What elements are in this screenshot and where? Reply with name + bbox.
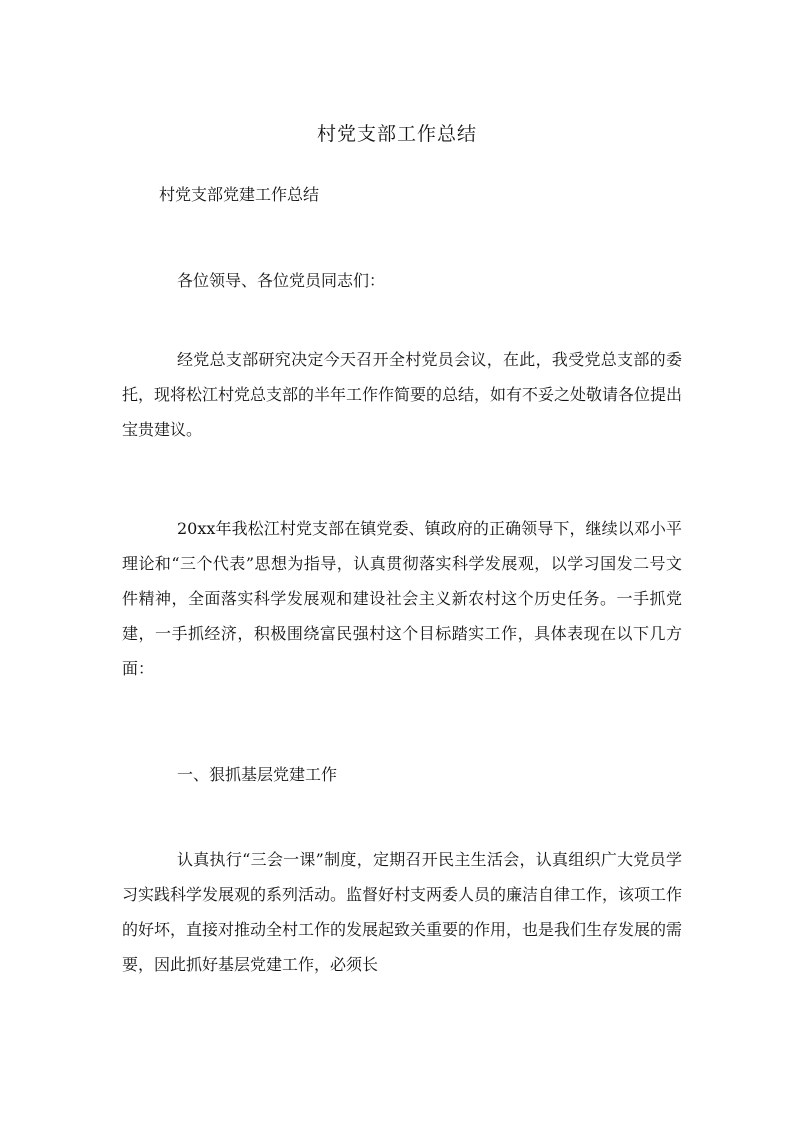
year-summary-paragraph: 20xx年我松江村党支部在镇党委、镇政府的正确领导下，继续以邓小平理论和“三个代表”思想为指导，认真贯彻落实科学发展观，以学习国发二号文件精神，全面落实科学发展观和建设社会主义新农村这个历史任务。一手抓党建，一手抓经济，积极围绕富民强村这个目标踏实工作，具体表现在以下几方面： [122,519,682,678]
greeting-paragraph: 各位领导、各位党员同志们： [177,271,386,290]
document-title: 村党支部工作总结 [316,123,477,145]
section-1-body-paragraph: 认真执行“三会一课”制度，定期召开民主生活会，认真组织广大党员学习实践科学发展观的系列活动。监督好村支两委人员的廉洁自律工作，该项工作的好坏，直接对推动全村工作的发展起致关重要的作用，也是我们生存发展的需要，因此抓好基层党建工作，必须长 [122,850,683,974]
intro-paragraph: 经党总支部研究决定今天召开全村党员会议，在此，我受党总支部的委托，现将松江村党总支部的半年工作作简要的总结，如有不妥之处敬请各位提出宝贵建议。 [122,350,683,439]
section-1-heading: 一、狠抓基层党建工作 [177,765,338,784]
document-subtitle: 村党支部党建工作总结 [159,185,320,204]
